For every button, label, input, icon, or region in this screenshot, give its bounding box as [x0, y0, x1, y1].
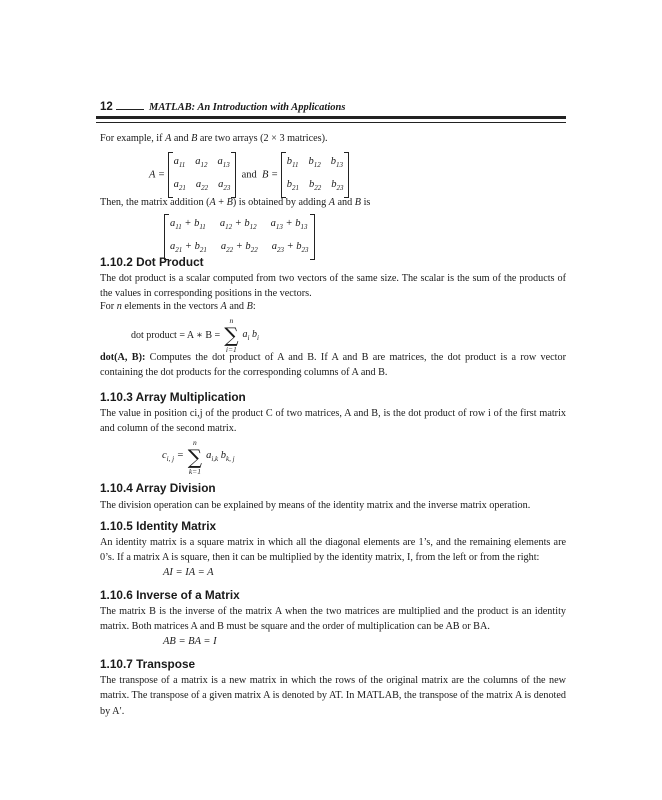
dot-product-elements-line: For n elements in the vectors A and B:	[100, 301, 256, 312]
heading-inverse-matrix: 1.10.6 Inverse of a Matrix	[100, 588, 240, 602]
heading-dot-product: 1.10.2 Dot Product	[100, 255, 204, 269]
summation-symbol: ∑	[224, 323, 239, 347]
array-multiplication-paragraph: The value in position ci,j of the product C of two matrices, A and B, is the dot product of row i of the first matrix and column of the second matrix.	[100, 408, 566, 435]
dot-function-definition: dot(A, B): Computes the dot product of A and B. If A and B are matrices, the dot product is a row vector containing the dot products for the corresponding columns of A and B.	[100, 352, 566, 379]
dot-product-paragraph: The dot product is a scalar computed from two vectors of the same size. The scalar is the sum of the products of the values in corresponding positions in the vectors.	[100, 273, 566, 300]
identity-matrix-paragraph: An identity matrix is a square matrix in which all the diagonal elements are 1’s, and the remaining elements are 0’s. If a matrix A is square, then it can be multiplied by the identity matrix, I, from the left or from the right:	[100, 537, 566, 564]
inverse-equation: AB = BA = I	[163, 636, 217, 647]
header-rule-thick	[96, 116, 566, 119]
transpose-paragraph: The transpose of a matrix is a new matrix in which the rows of the original matrix are the columns of the new matrix. The transpose of a given matrix A is denoted by AT. In MATLAB, the transpose of the matrix A is denoted by A′.	[100, 675, 566, 717]
heading-transpose: 1.10.7 Transpose	[100, 657, 196, 671]
dot-product-equation: dot product = A ∗ B = n ∑ i=1 $a_i$ $b_i$	[131, 316, 259, 354]
heading-array-division: 1.10.4 Array Division	[100, 481, 216, 495]
array-multiplication-equation: $c_{i, j}$ = n ∑ k=1 $a_{i,k}$ $b_{k, j}$	[162, 438, 235, 476]
heading-array-multiplication: 1.10.3 Array Multiplication	[100, 390, 246, 404]
matrix-b-label: B =	[261, 169, 279, 181]
sum-matrix: $a_{11} + b_{11}$ $a_{12} + b_{12}$ $a_{13} + b_{13}$ $a_{21} + b_{21}$ $a_{22} + b_{22}$ $a_{23} + b_{23}$	[164, 214, 315, 260]
matrix-a: $a_{11}$ $a_{12}$ $a_{13}$ $a_{21}$ $a_{22}$ $a_{23}$	[168, 152, 237, 198]
header-rule-thin	[96, 122, 566, 123]
array-division-paragraph: The division operation can be explained by means of the identity matrix and the inverse matrix operation.	[100, 500, 531, 511]
matrix-definition	[149, 152, 349, 198]
addition-paragraph: Then, the matrix addition (A + B) is obtained by adding A and B is	[100, 197, 371, 208]
summation-symbol-2: ∑	[187, 445, 203, 469]
intro-paragraph: For example, if A and B are two arrays (2 × 3 matrices).	[100, 133, 328, 144]
page-number: 12	[100, 101, 113, 113]
header-dash	[116, 109, 144, 110]
running-title: MATLAB: An Introduction with Applications	[149, 102, 346, 113]
heading-identity-matrix: 1.10.5 Identity Matrix	[100, 519, 217, 533]
matrix-a-label: A =	[149, 169, 165, 181]
inverse-matrix-paragraph: The matrix B is the inverse of the matrix A when the two matrices are multiplied and the product is an identity matrix. Both matrices A and B must be square and the order of multiplication can be AB or BA.	[100, 606, 566, 633]
identity-equation: AI = IA = A	[163, 567, 214, 578]
matrix-b: $b_{11}$ $b_{12}$ $b_{13}$ $b_{21}$ $b_{22}$ $b_{23}$	[281, 152, 350, 198]
and-word: and	[241, 169, 257, 181]
